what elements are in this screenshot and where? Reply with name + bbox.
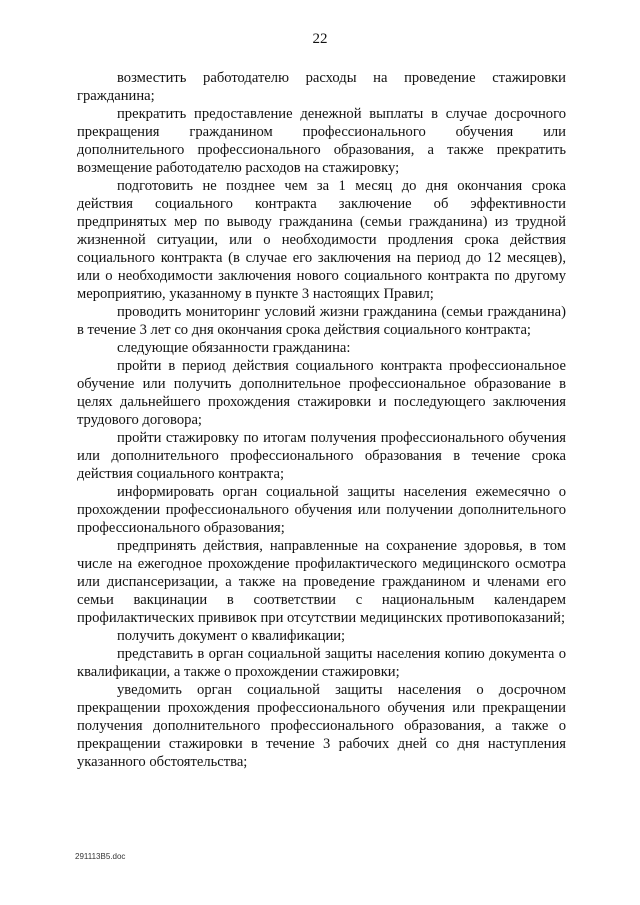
paragraph: прекратить предоставление денежной выплаты в случае досрочного прекращения гражданином профессионального обучения или дополнительного профессионального образования, а также прекратить возмещение работодателю расходов на стажировку;	[77, 106, 566, 176]
paragraph: предпринять действия, направленные на сохранение здоровья, в том числе на ежегодное прохождение профилактического медицинского осмотра или диспансеризации, а также на проведение гражданином и членами его семьи вакцинации в соответствии с национальным календарем профилактических прививок при отсутствии медицинских противопоказаний;	[77, 538, 566, 626]
paragraph: подготовить не позднее чем за 1 месяц до дня окончания срока действия социального контракта заключение об эффективности предпринятых мер по выводу гражданина (семьи гражданина) из трудной жизненной ситуации, или о необходимости продления срока действия социального контракта (в случае его заключения на период до 12 месяцев), или о необходимости заключения нового социального контракта по другому мероприятию, указанному в пункте 3 настоящих Правил;	[77, 178, 566, 302]
paragraph: проводить мониторинг условий жизни гражданина (семьи гражданина) в течение 3 лет со дня окончания срока действия социального контракта;	[77, 304, 566, 338]
page-number: 22	[312, 31, 328, 47]
document-body	[77, 69, 566, 771]
paragraph: пройти стажировку по итогам получения профессионального обучения или дополнительного профессионального образования в течение срока действия социального контракта;	[77, 430, 566, 482]
paragraph: пройти в период действия социального контракта профессиональное обучение или получить дополнительное профессиональное образование в целях дальнейшего прохождения стажировки и последующего заключения трудового договора;	[77, 358, 566, 428]
file-name-footer: 291113B5.doc	[75, 852, 126, 861]
paragraph: следующие обязанности гражданина:	[117, 340, 351, 356]
paragraph: представить в орган социальной защиты населения копию документа о квалификации, а также о прохождении стажировки;	[77, 646, 566, 680]
paragraph: уведомить орган социальной защиты населения о досрочном прекращении прохождения профессионального обучения или прекращении получения дополнительного профессионального образования, а также о прекращении стажировки в течение 3 рабочих дней со дня наступления указанного обстоятельства;	[77, 682, 566, 770]
paragraph: информировать орган социальной защиты населения ежемесячно о прохождении профессионального обучения или получении дополнительного профессионального образования;	[77, 484, 566, 536]
paragraph: получить документ о квалификации;	[117, 628, 346, 644]
paragraph: возместить работодателю расходы на проведение стажировки гражданина;	[77, 70, 566, 104]
